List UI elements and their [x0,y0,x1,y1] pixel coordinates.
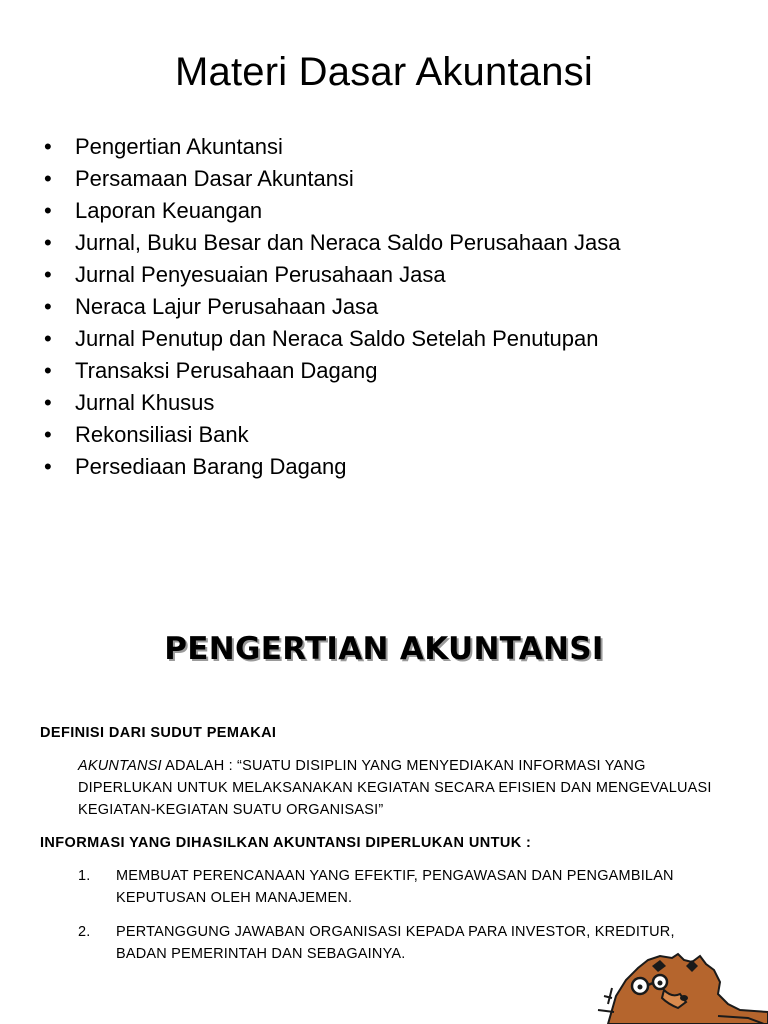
topic-label: Pengertian Akuntansi [75,134,283,159]
bullet-icon: • [44,262,52,287]
slide-title: Materi Dasar Akuntansi [175,50,593,94]
topic-list [44,131,620,483]
item-number: 1. [78,868,91,884]
topic-item [44,419,620,451]
topic-label: Neraca Lajur Perusahaan Jasa [75,294,379,319]
bullet-icon: • [44,294,52,319]
item-text: PERTANGGUNG JAWABAN ORGANISASI KEPADA PARA INVESTOR, KREDITUR, BADAN PEMERINTAH DAN SEBAGAINYA. [116,924,675,962]
topic-item [44,163,620,195]
topic-item [44,291,620,323]
topic-label: Transaksi Perusahaan Dagang [75,358,378,383]
bullet-icon: • [44,134,52,159]
topic-label: Jurnal Khusus [75,390,215,415]
uses-subheading: INFORMASI YANG DIHASILKAN AKUNTANSI DIPERLUKAN UNTUK : [40,835,532,851]
bullet-icon: • [44,390,52,415]
topic-label: Rekonsiliasi Bank [75,422,249,447]
bullet-icon: • [44,454,52,479]
topic-label: Jurnal Penyesuaian Perusahaan Jasa [75,262,446,287]
topic-item [44,227,620,259]
bullet-icon: • [44,326,52,351]
item-text: MEMBUAT PERENCANAAN YANG EFEKTIF, PENGAWASAN DAN PENGAMBILAN KEPUTUSAN OLEH MANAJEMEN. [116,868,674,906]
slide-pengertian-akuntansi [0,512,768,1024]
topic-item [44,451,620,483]
topic-label: Laporan Keuangan [75,198,263,223]
definition-subheading: DEFINISI DARI SUDUT PEMAKAI [40,725,277,741]
topic-item [44,131,620,163]
topic-item [44,259,620,291]
bullet-icon: • [44,198,52,223]
definition-paragraph [78,755,718,821]
topic-item [44,195,620,227]
item-number: 2. [78,924,91,940]
definition-text: ADALAH : “SUATU DISIPLIN YANG MENYEDIAKAN INFORMASI YANG DIPERLUKAN UNTUK MELAKSANAKAN KEGIATAN SECARA EFISIEN DAN MENGEVALUASI KEGIATAN-KEGIATAN SUATU ORGANISASI” [78,758,712,818]
slide-heading: PENGERTIAN AKUNTANSI [164,631,604,667]
bullet-icon: • [44,166,52,191]
topic-label: Persamaan Dasar Akuntansi [75,166,354,191]
bullet-icon: • [44,422,52,447]
topic-label: Persediaan Barang Dagang [75,454,347,479]
bear-with-glasses-icon [568,952,768,1024]
topic-item [44,387,620,419]
uses-item [78,865,728,909]
topic-item [44,323,620,355]
bullet-icon: • [44,358,52,383]
definition-term: AKUNTANSI [78,758,162,774]
topic-label: Jurnal Penutup dan Neraca Saldo Setelah Penutupan [75,326,599,351]
topic-label: Jurnal, Buku Besar dan Neraca Saldo Perusahaan Jasa [75,230,621,255]
topic-item [44,355,620,387]
bullet-icon: • [44,230,52,255]
